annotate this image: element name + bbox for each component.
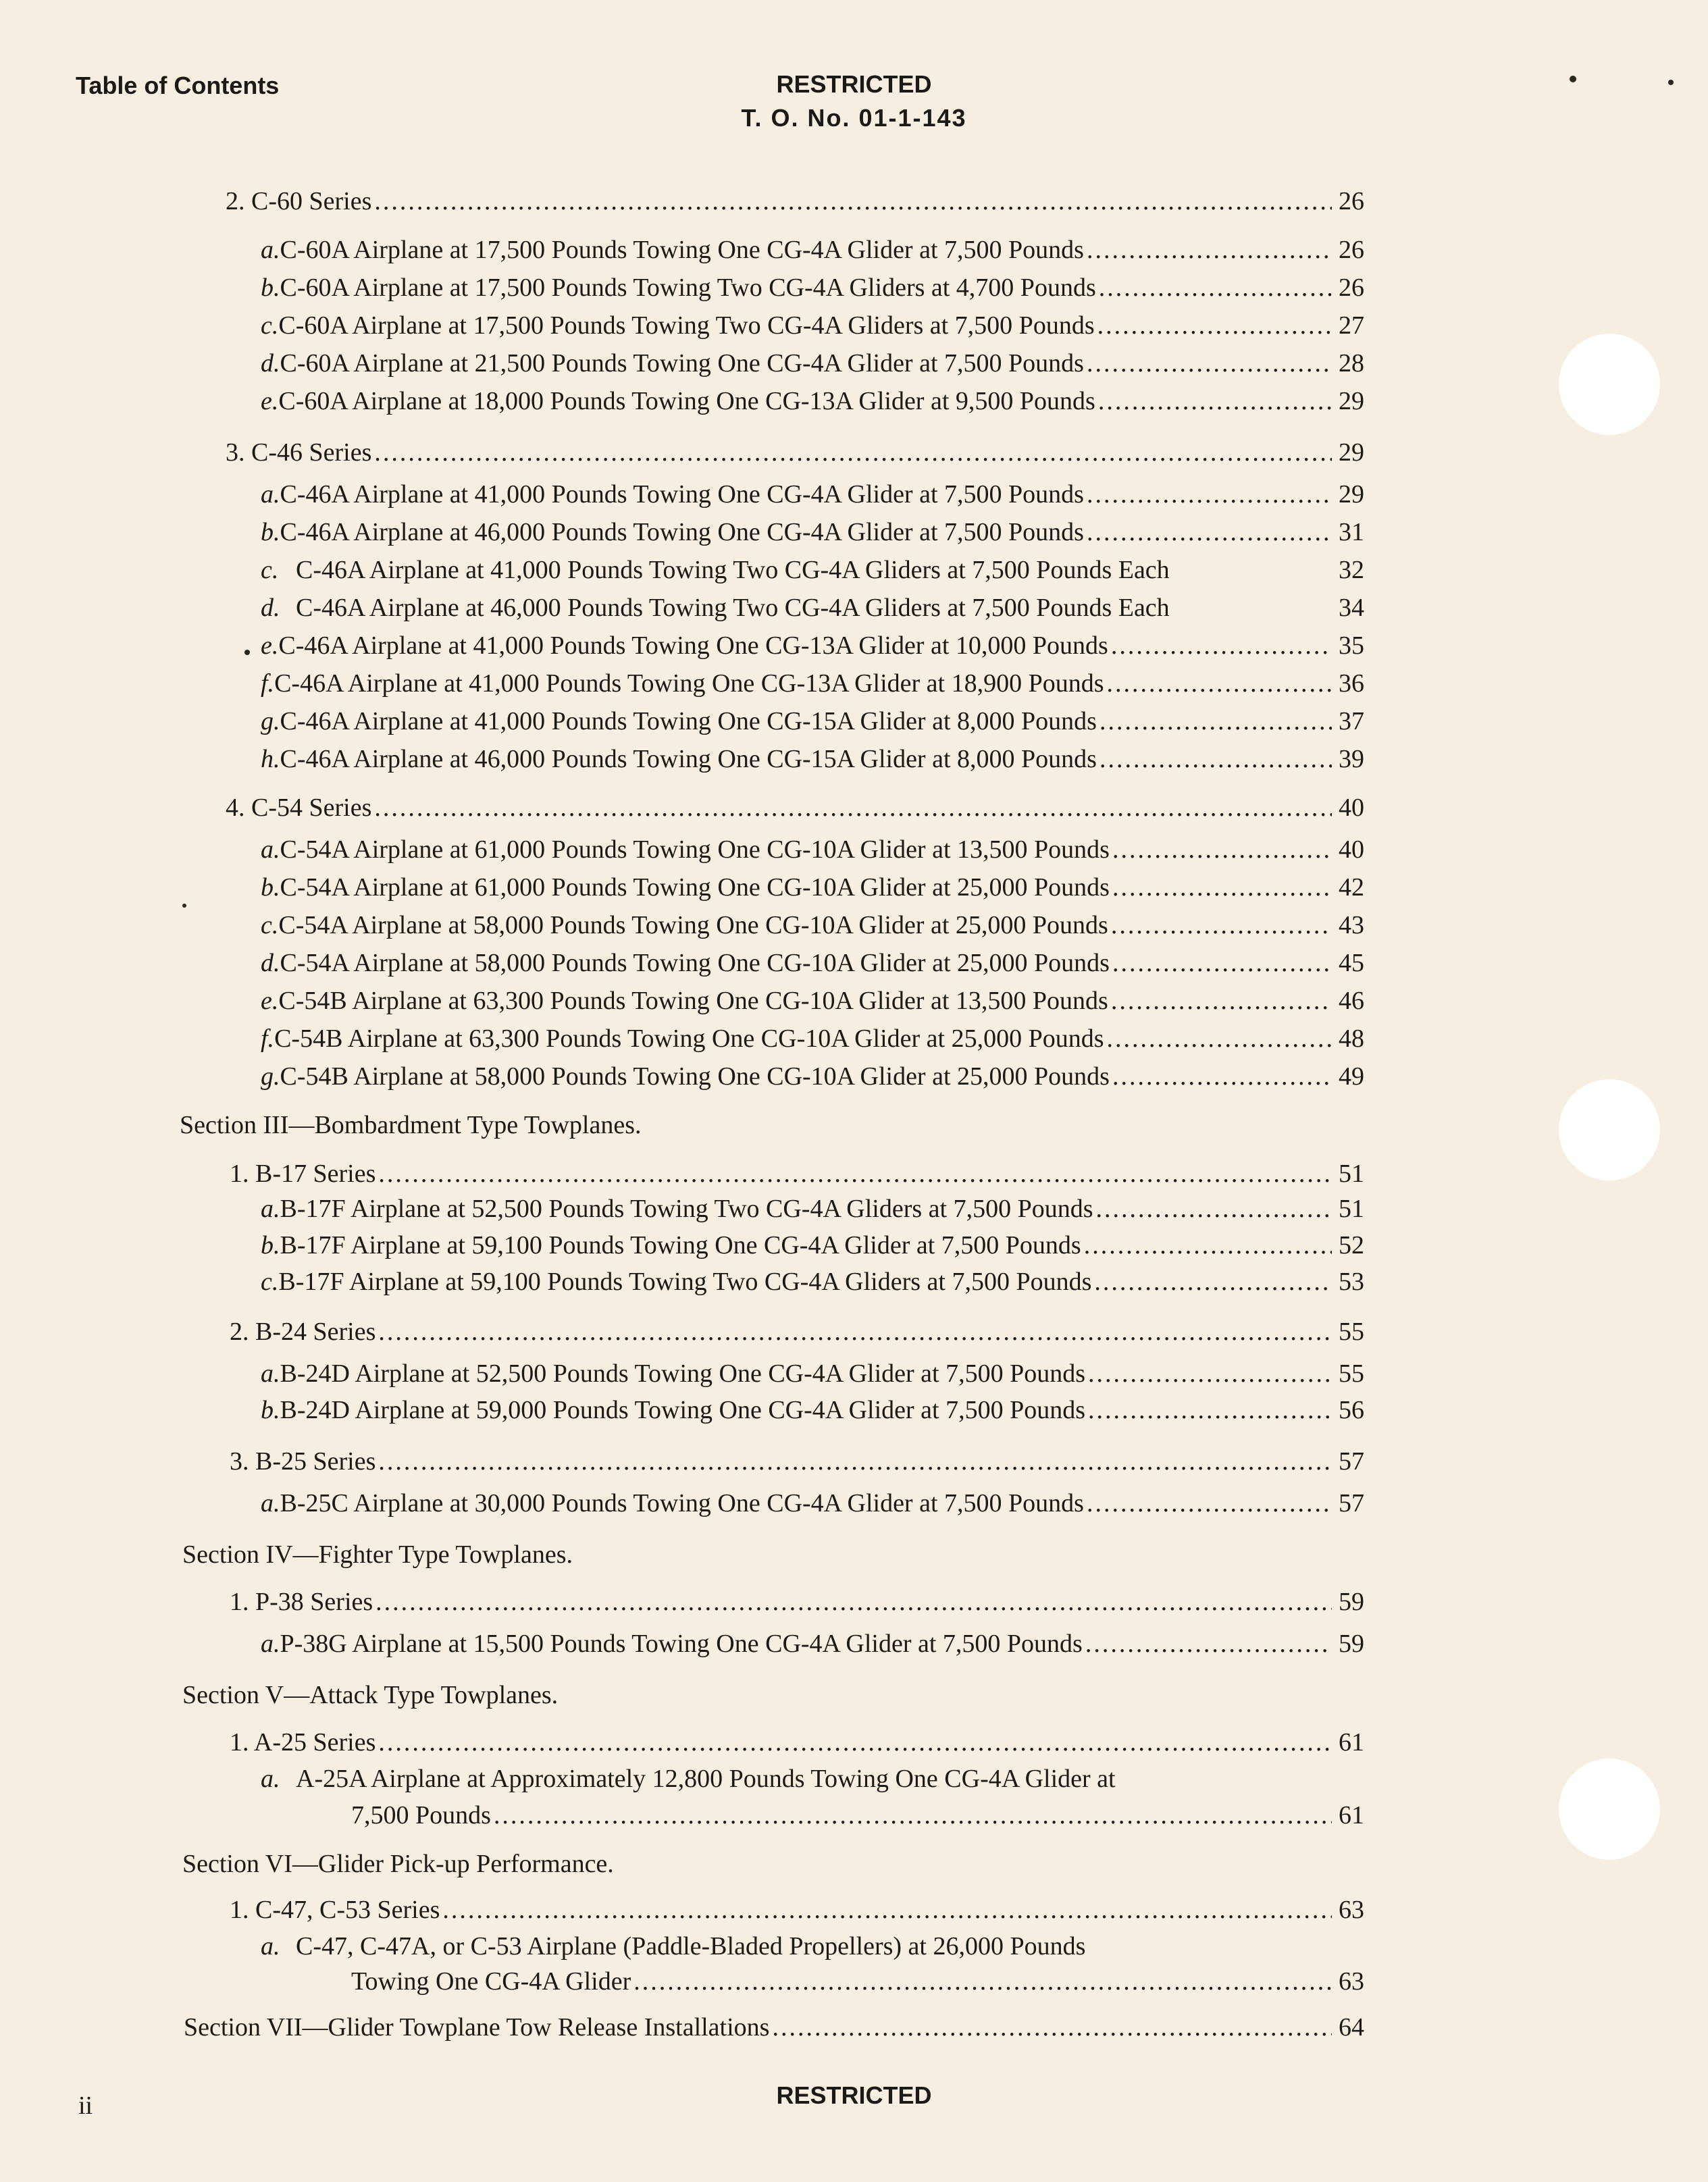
toc-page: 59 (1339, 1588, 1364, 1616)
leader-dots (633, 1967, 1332, 1996)
toc-series-b17[interactable] (230, 1159, 1364, 1189)
toc-letter: a. (261, 480, 280, 509)
toc-text: C-54A Airplane at 61,000 Pounds Towing One CG-10A Glider at 25,000 Pounds (280, 873, 1110, 902)
toc-page: 51 (1339, 1160, 1364, 1188)
leader-dots (1112, 948, 1332, 978)
toc-entry[interactable] (261, 1359, 1364, 1388)
toc-text: C-60A Airplane at 18,000 Pounds Towing One CG-13A Glider at 9,500 Pounds (278, 387, 1095, 415)
leader-dots (378, 1728, 1332, 1757)
toc-page: 37 (1339, 707, 1364, 735)
toc-text: A-25A Airplane at Approximately 12,800 Pounds Towing One CG-4A Glider at (296, 1765, 1116, 1793)
toc-label: 3. B-25 Series (230, 1447, 376, 1476)
toc-text: C-46A Airplane at 46,000 Pounds Towing Two CG-4A Gliders at 7,500 Pounds Each (296, 594, 1170, 622)
toc-page: 48 (1339, 1024, 1364, 1053)
footer-restricted: RESTRICTED (776, 2081, 932, 2109)
leader-dots (1112, 1062, 1332, 1091)
toc-text: C-54A Airplane at 61,000 Pounds Towing One CG-10A Glider at 13,500 Pounds (280, 835, 1110, 864)
toc-text: 7,500 Pounds (351, 1801, 491, 1829)
leader-dots (374, 438, 1332, 467)
toc-letter: d. (261, 949, 280, 977)
toc-page: 64 (1339, 2013, 1364, 2042)
leader-dots (1099, 706, 1332, 736)
toc-label: Section VII—Glider Towplane Tow Release Installations (184, 2013, 770, 2042)
toc-page: 32 (1339, 556, 1364, 584)
toc-letter: d. (261, 594, 280, 622)
header-section-title: Table of Contents (76, 72, 280, 99)
leader-dots (1097, 311, 1332, 340)
toc-entry[interactable] (261, 910, 1364, 940)
leader-dots (1084, 1230, 1332, 1260)
toc-page: 27 (1339, 311, 1364, 340)
toc-page: 63 (1339, 1896, 1364, 1924)
toc-page: 46 (1339, 987, 1364, 1015)
toc-page: 31 (1339, 518, 1364, 546)
toc-page: 59 (1339, 1630, 1364, 1658)
toc-text: C-46A Airplane at 41,000 Pounds Towing Two CG-4A Gliders at 7,500 Pounds Each (296, 556, 1170, 584)
toc-page: 29 (1339, 387, 1364, 415)
toc-entry[interactable] (261, 386, 1364, 416)
toc-page: 43 (1339, 911, 1364, 939)
toc-label: 1. P-38 Series (230, 1588, 373, 1616)
toc-page: 40 (1339, 835, 1364, 864)
toc-text: B-25C Airplane at 30,000 Pounds Towing One CG-4A Glider at 7,500 Pounds (280, 1489, 1084, 1517)
toc-page: 29 (1339, 438, 1364, 467)
toc-label: 3. C-46 Series (226, 438, 372, 467)
leader-dots (378, 1447, 1332, 1476)
toc-entry[interactable] (261, 273, 1364, 303)
toc-letter: c. (261, 911, 279, 939)
toc-letter: a. (261, 1932, 280, 1960)
leader-dots (772, 2012, 1332, 2042)
leader-dots (1087, 1488, 1332, 1518)
toc-text: C-54A Airplane at 58,000 Pounds Towing One CG-10A Glider at 25,000 Pounds (278, 911, 1108, 939)
toc-label: 2. C-60 Series (226, 187, 372, 215)
toc-letter: g. (261, 1062, 280, 1091)
toc-letter: g. (261, 707, 280, 735)
toc-entry-line1[interactable] (261, 1931, 1314, 1961)
toc-series-c54[interactable] (226, 793, 1364, 823)
toc-text: C-54A Airplane at 58,000 Pounds Towing One CG-10A Glider at 25,000 Pounds (280, 949, 1110, 977)
toc-page: 26 (1339, 187, 1364, 215)
toc-entry[interactable] (261, 479, 1364, 509)
toc-letter: e. (261, 387, 279, 415)
toc-page: 61 (1339, 1728, 1364, 1757)
toc-label: 1. C-47, C-53 Series (230, 1896, 440, 1924)
leader-dots (1099, 744, 1332, 774)
leader-dots (1096, 1194, 1332, 1224)
toc-entry[interactable] (261, 706, 1364, 736)
leader-dots (1098, 386, 1332, 416)
leader-dots (376, 1587, 1332, 1617)
toc-page: 34 (1339, 594, 1364, 622)
toc-entry[interactable] (261, 593, 1364, 623)
toc-entry[interactable] (261, 669, 1364, 698)
toc-series-b24[interactable] (230, 1317, 1364, 1347)
toc-text: C-46A Airplane at 41,000 Pounds Towing One CG-13A Glider at 10,000 Pounds (278, 631, 1108, 660)
toc-label: 1. B-17 Series (230, 1160, 376, 1188)
leader-dots (1111, 910, 1332, 940)
footer-page-number: ii (78, 2092, 93, 2120)
toc-page: 36 (1339, 669, 1364, 698)
toc-entry[interactable] (261, 948, 1364, 978)
toc-text: C-54B Airplane at 58,000 Pounds Towing One CG-10A Glider at 25,000 Pounds (280, 1062, 1110, 1091)
header-restricted: RESTRICTED (776, 70, 932, 98)
toc-text: B-17F Airplane at 59,100 Pounds Towing Two CG-4A Gliders at 7,500 Pounds (278, 1268, 1092, 1296)
toc-letter: a. (261, 1630, 280, 1658)
toc-entry[interactable] (261, 1194, 1364, 1224)
toc-section-iv[interactable]: Section IV—Fighter Type Towplanes. (182, 1540, 573, 1569)
toc-text: C-46A Airplane at 41,000 Pounds Towing One CG-13A Glider at 18,900 Pounds (274, 669, 1104, 698)
leader-dots (1085, 1629, 1332, 1659)
leader-dots (1087, 348, 1332, 378)
toc-entry[interactable] (261, 631, 1364, 660)
toc-entry[interactable] (261, 311, 1364, 340)
leader-dots (1094, 1267, 1332, 1297)
toc-label: 1. A-25 Series (230, 1728, 376, 1757)
toc-letter: e. (261, 631, 279, 660)
toc-text: C-46A Airplane at 46,000 Pounds Towing One CG-4A Glider at 7,500 Pounds (280, 518, 1084, 546)
toc-entry[interactable] (261, 1395, 1364, 1425)
toc-page: 55 (1339, 1359, 1364, 1388)
toc-page: 55 (1339, 1318, 1364, 1346)
toc-text: C-54B Airplane at 63,300 Pounds Towing One CG-10A Glider at 13,500 Pounds (278, 987, 1108, 1015)
leader-dots (1088, 1395, 1332, 1425)
toc-page: 61 (1339, 1801, 1364, 1829)
toc-letter: c. (261, 311, 279, 340)
toc-letter: f. (261, 669, 275, 698)
toc-letter: b. (261, 518, 280, 546)
toc-entry[interactable] (261, 1024, 1364, 1054)
toc-text: C-46A Airplane at 46,000 Pounds Towing One CG-15A Glider at 8,000 Pounds (280, 745, 1097, 773)
toc-entry[interactable] (261, 873, 1364, 902)
toc-entry[interactable] (261, 744, 1364, 774)
toc-entry-line1[interactable] (261, 1764, 1314, 1794)
toc-series-a25[interactable] (230, 1728, 1364, 1757)
toc-letter: a. (261, 1489, 280, 1517)
toc-label: 4. C-54 Series (226, 794, 372, 822)
toc-series-b25[interactable] (230, 1447, 1364, 1476)
toc-series-c60[interactable] (226, 186, 1364, 216)
toc-letter: a. (261, 1359, 280, 1388)
leader-dots (374, 186, 1332, 216)
leader-dots (1087, 479, 1332, 509)
toc-letter: c. (261, 556, 279, 584)
toc-page: 51 (1339, 1195, 1364, 1223)
toc-series-c46[interactable] (226, 438, 1364, 467)
toc-letter: e. (261, 987, 279, 1015)
toc-page: 53 (1339, 1268, 1364, 1296)
toc-entry[interactable] (261, 1629, 1364, 1659)
toc-text: B-17F Airplane at 59,100 Pounds Towing One CG-4A Glider at 7,500 Pounds (280, 1231, 1081, 1259)
toc-entry[interactable] (261, 517, 1364, 547)
toc-page: 52 (1339, 1231, 1364, 1259)
toc-entry-line2[interactable] (351, 1800, 1364, 1830)
toc-text: C-54B Airplane at 63,300 Pounds Towing One CG-10A Glider at 25,000 Pounds (274, 1024, 1104, 1053)
toc-entry[interactable] (261, 1062, 1364, 1091)
toc-entry[interactable] (261, 986, 1364, 1016)
toc-page: 39 (1339, 745, 1364, 773)
toc-entry[interactable] (261, 348, 1364, 378)
toc-text: C-60A Airplane at 17,500 Pounds Towing One CG-4A Glider at 7,500 Pounds (280, 236, 1084, 264)
leader-dots (1112, 873, 1332, 902)
leader-dots (1087, 517, 1332, 547)
toc-letter: a. (261, 1195, 280, 1223)
toc-entry[interactable] (261, 1488, 1364, 1518)
toc-entry[interactable] (261, 235, 1364, 265)
toc-letter: f. (261, 1024, 275, 1053)
leader-dots (442, 1895, 1332, 1925)
toc-letter: h. (261, 745, 280, 773)
toc-text: C-60A Airplane at 21,500 Pounds Towing One CG-4A Glider at 7,500 Pounds (280, 349, 1084, 378)
toc-page: 57 (1339, 1489, 1364, 1517)
toc-section-vii[interactable] (184, 2012, 1364, 2042)
toc-section-v[interactable]: Section V—Attack Type Towplanes. (182, 1681, 559, 1709)
leader-dots (1087, 235, 1332, 265)
toc-text: C-60A Airplane at 17,500 Pounds Towing Two CG-4A Gliders at 7,500 Pounds (278, 311, 1095, 340)
toc-page: 28 (1339, 349, 1364, 378)
toc-page: 35 (1339, 631, 1364, 660)
leader-dots (1107, 1024, 1332, 1054)
toc-entry[interactable] (261, 1230, 1364, 1260)
toc-text: B-24D Airplane at 59,000 Pounds Towing One CG-4A Glider at 7,500 Pounds (280, 1396, 1086, 1424)
toc-text: P-38G Airplane at 15,500 Pounds Towing One CG-4A Glider at 7,500 Pounds (280, 1630, 1083, 1658)
toc-page: 63 (1339, 1967, 1364, 1996)
toc-text: Towing One CG-4A Glider (351, 1967, 631, 1996)
toc-text: B-24D Airplane at 52,500 Pounds Towing One CG-4A Glider at 7,500 Pounds (280, 1359, 1086, 1388)
header-to-number: T. O. No. 01-1-143 (741, 104, 967, 132)
toc-page: 40 (1339, 794, 1364, 822)
toc-label: 2. B-24 Series (230, 1318, 376, 1346)
toc-page: 29 (1339, 480, 1364, 509)
toc-text: C-46A Airplane at 41,000 Pounds Towing One CG-15A Glider at 8,000 Pounds (280, 707, 1097, 735)
leader-dots (1111, 631, 1332, 660)
toc-letter: a. (261, 236, 280, 264)
leader-dots (378, 1317, 1332, 1347)
toc-letter: b. (261, 274, 280, 302)
toc-letter: b. (261, 1231, 280, 1259)
leader-dots (1088, 1359, 1332, 1388)
leader-dots (1112, 835, 1332, 864)
toc-letter: b. (261, 1396, 280, 1424)
leader-dots (378, 1159, 1332, 1189)
toc-section-vi[interactable]: Section VI—Glider Pick-up Performance. (182, 1850, 614, 1878)
toc-section-iii[interactable]: Section III—Bombardment Type Towplanes. (180, 1111, 642, 1139)
toc-letter: a. (261, 1765, 280, 1793)
toc-series-c47[interactable] (230, 1895, 1364, 1925)
toc-entry[interactable] (261, 1267, 1364, 1297)
toc-text: C-60A Airplane at 17,500 Pounds Towing Two CG-4A Gliders at 4,700 Pounds (280, 274, 1096, 302)
toc-letter: c. (261, 1268, 279, 1296)
toc-page: 26 (1339, 274, 1364, 302)
toc-letter: b. (261, 873, 280, 902)
leader-dots (374, 793, 1332, 823)
toc-text: C-46A Airplane at 41,000 Pounds Towing One CG-4A Glider at 7,500 Pounds (280, 480, 1084, 509)
toc-letter: a. (261, 835, 280, 864)
toc-entry[interactable] (261, 835, 1364, 864)
toc-text: C-47, C-47A, or C-53 Airplane (Paddle-Bladed Propellers) at 26,000 Pounds (296, 1932, 1086, 1960)
leader-dots (1099, 273, 1332, 303)
toc-page: 42 (1339, 873, 1364, 902)
leader-dots (1107, 669, 1332, 698)
toc-entry-line2[interactable] (351, 1967, 1364, 1996)
toc-entry[interactable] (261, 555, 1364, 585)
toc-letter: d. (261, 349, 280, 378)
leader-dots (1111, 986, 1332, 1016)
toc-page: 56 (1339, 1396, 1364, 1424)
toc-series-p38[interactable] (230, 1587, 1364, 1617)
toc-page: 49 (1339, 1062, 1364, 1091)
toc-page: 45 (1339, 949, 1364, 977)
toc-page: 57 (1339, 1447, 1364, 1476)
leader-dots (494, 1800, 1332, 1830)
toc-page: 26 (1339, 236, 1364, 264)
toc-text: B-17F Airplane at 52,500 Pounds Towing Two CG-4A Gliders at 7,500 Pounds (280, 1195, 1093, 1223)
